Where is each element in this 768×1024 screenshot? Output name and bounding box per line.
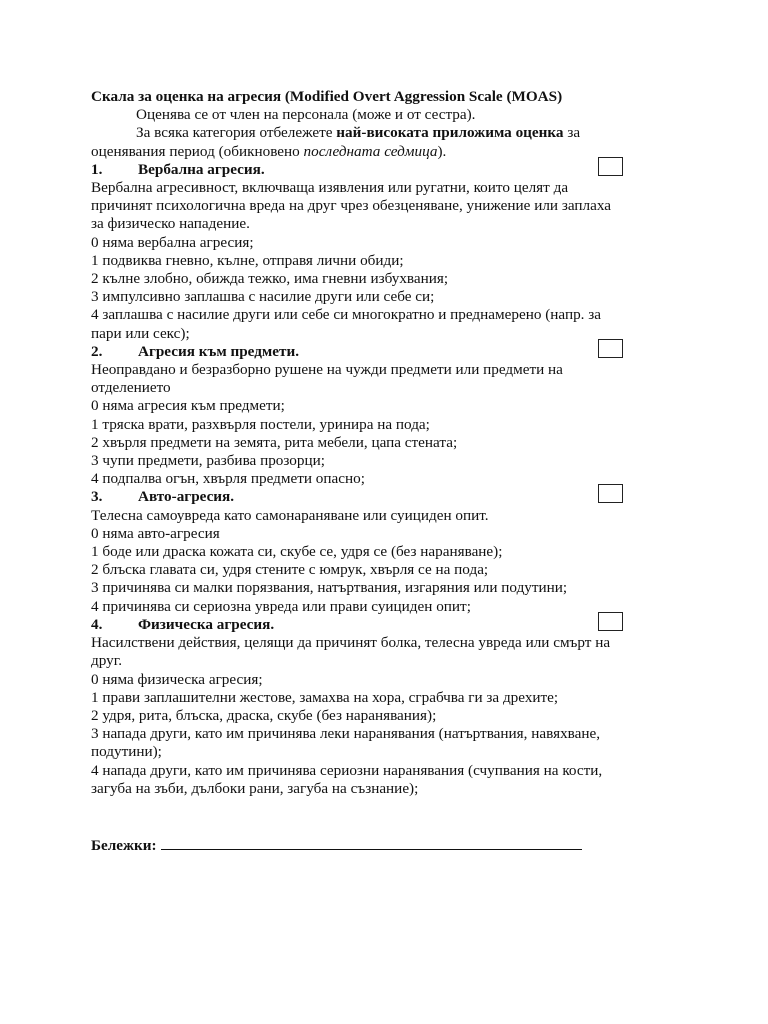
- section-description: отделението: [91, 379, 171, 397]
- notes-label: Бележки:: [91, 837, 157, 854]
- section-title: Авто-агресия.: [138, 488, 235, 506]
- section-title: Вербална агресия.: [138, 160, 265, 178]
- section-description: Вербална агресивност, включваща изявления или ругатни, които целят да: [91, 179, 569, 197]
- section-heading: [91, 488, 681, 506]
- score-option: 2 удря, рита, блъска, драска, скубе (без наранявания);: [91, 706, 437, 724]
- score-option: 3 чупи предмети, разбива прозорци;: [91, 452, 325, 470]
- section-description: Неоправдано и безразборно рушене на чужди предмети или предмети на: [91, 361, 563, 379]
- intro-line-1: Оценява се от член на персонала (може и от сестра).: [136, 106, 476, 124]
- score-option: 2 кълне злобно, обижда тежко, има гневни избухвания;: [91, 270, 449, 288]
- score-option: 4 подпалва огън, хвърля предмети опасно;: [91, 470, 365, 488]
- section-title: Агресия към предмети.: [138, 342, 300, 360]
- score-option: пари или секс);: [91, 324, 190, 342]
- score-option: 4 заплашва с насилие други или себе си многократно и преднамерено (напр. за: [91, 306, 602, 324]
- score-option: 3 импулсивно заплашва с насилие други или себе си;: [91, 288, 435, 306]
- intro-italic: последната седмица: [303, 142, 438, 160]
- score-option: загуба на зъби, дълбоки рани, загуба на съзнание);: [91, 779, 419, 797]
- score-option: 1 боде или драска кожата си, скубе се, удря се (без нараняване);: [91, 543, 503, 561]
- score-box[interactable]: [598, 339, 623, 358]
- score-option: 4 причинява си сериозна увреда или прави суициден опит;: [91, 597, 471, 615]
- score-option: подутини);: [91, 743, 162, 761]
- document-content: [91, 88, 681, 798]
- section-description: Телесна самоувреда като самонараняване или суициден опит.: [91, 506, 489, 524]
- section-heading: [91, 616, 681, 634]
- sections-container: [91, 161, 681, 798]
- section-heading: [91, 161, 681, 179]
- intro-emphasis: най-високата приложима оценка: [336, 124, 564, 142]
- score-option: 4 напада други, като им причинява сериозни наранявания (счупвания на кости,: [91, 761, 603, 779]
- score-option: 0 няма физическа агресия;: [91, 670, 263, 688]
- section-number: 4.: [91, 615, 103, 633]
- intro-text: оценявания период (обикновено: [91, 142, 304, 160]
- intro-text: за: [563, 124, 581, 142]
- score-option: 2 хвърля предмети на земята, рита мебели, цапа стената;: [91, 433, 458, 451]
- section-heading: [91, 343, 681, 361]
- intro-text: ).: [437, 142, 447, 160]
- notes-field: [91, 835, 582, 855]
- section-number: 2.: [91, 342, 103, 360]
- intro-text: За всяка категория отбележете: [136, 124, 337, 142]
- intro-line-3: [91, 143, 681, 161]
- score-option: 2 блъска главата си, удря стените с юмрук, хвърля се на пода;: [91, 561, 489, 579]
- intro-line-2: [91, 124, 681, 142]
- section-number: 3.: [91, 488, 103, 506]
- score-box[interactable]: [598, 484, 623, 503]
- score-option: 1 тряска врати, разхвърля постели, уринира на пода;: [91, 415, 430, 433]
- notes-underline[interactable]: [161, 835, 582, 850]
- score-option: 3 напада други, като им причинява леки наранявания (натъртвания, навяхване,: [91, 725, 601, 743]
- score-option: 0 няма вербална агресия;: [91, 233, 254, 251]
- section-number: 1.: [91, 160, 103, 178]
- section-title: Физическа агресия.: [138, 615, 275, 633]
- score-option: 1 подвиква гневно, кълне, отправя лични обиди;: [91, 251, 404, 269]
- section-description: друг.: [91, 652, 123, 670]
- document-title: Скала за оценка на агресия (Modified Overt Aggression Scale (MOAS): [91, 88, 563, 105]
- score-option: 1 прави заплашителни жестове, замахва на хора, сграбчва ги за дрехите;: [91, 688, 559, 706]
- score-option: 3 причинява си малки порязвания, натъртвания, изгаряния или подутини;: [91, 579, 568, 597]
- score-option: 0 няма агресия към предмети;: [91, 397, 285, 415]
- section-description: за физическо нападение.: [91, 215, 250, 233]
- section-description: Насилствени действия, целящи да причинят болка, телесна увреда или смърт на: [91, 634, 611, 652]
- score-box[interactable]: [598, 157, 623, 176]
- section-description: причинят психологична вреда на друг чрез обезценяване, унижение или заплаха: [91, 197, 611, 215]
- score-option: 0 няма авто-агресия: [91, 524, 220, 542]
- score-box[interactable]: [598, 612, 623, 631]
